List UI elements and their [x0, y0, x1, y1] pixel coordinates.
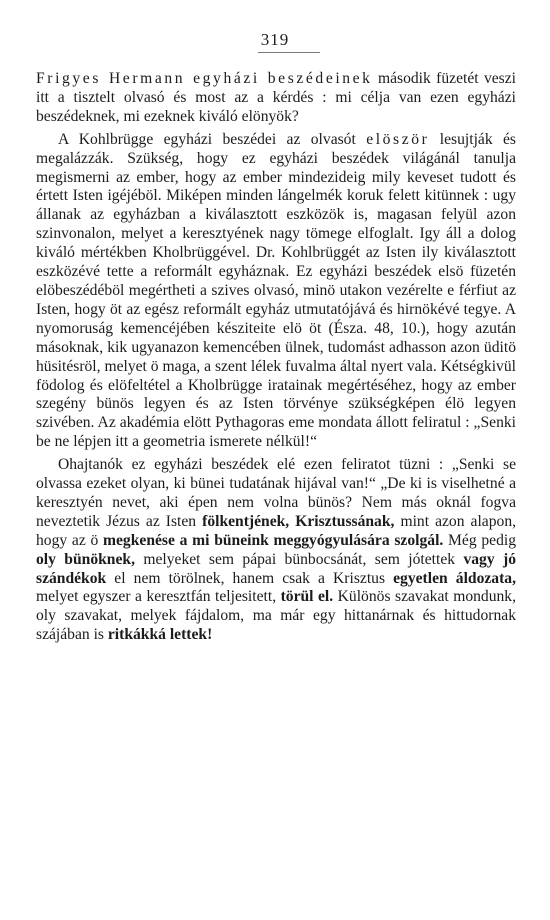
- text-span: Ohajtanók ez egyházi beszédek elé ezen feliratot tüzni : „Senki se olvassa ezeket olyan, ki bünei tudatának hijával van!“ „De ki is viselhetné a keresztyén nevet, aki épen nem volna bünös? Nem más oknál fogva neveztetik Jézus az Isten: [36, 456, 516, 530]
- paragraph-3: [36, 456, 516, 645]
- text-span: fölkentjének, Krisztussának,: [202, 512, 395, 530]
- page-number-rule: [258, 52, 320, 53]
- text-span: lesujtják és megalázzák. Szükség, hogy ez egyházi beszédek világánál tanulja megismerni az ember, hogy az ember mindezideig mily keveset tudott és értett Isten igéjéböl. Miképen minden lángelmék koruk felett kitünnek : ugy állanak az egyházban a kiválasztott eszközök is, magasan felyül azon szinvonalon, melyet a keresztyének nagy tömege elfoglalt. Igy áll a dolog kiváló mértékben Kholbrüggével. Dr. Kohlbrüggét az Isten ily kiválasztott eszközévé tette a reformált egyháznak. Ez egyházi beszédek elsö füzetén elöbeszédéböl megértheti a szives olvasó, minö utakon vezérelte e férfiut az Isten, hogy öt az egész reformált egyház utmutatójává és hirnökévé tegye. A nyomoruság kemencéjében késziteite elö öt (Észa. 48, 10.), hogy azután másoknak, kik ugyanazon kemencében ülnek, tudomást adhasson azon üditö hüsitésröl, melyet ö maga, a szent lélek fuvalma által nyert vala. Kétségkivül födolog és elöfeltétel a Kholbrügge iratainak megértéséhez, hogy az ember szegény bünös legyen és az Isten törvénye szükségképen élö legyen szivében. Az akadémia elött Pythagoras eme mondata állott feliratul : „Senki be ne lépjen itt a geometria ismerete nélkül!“: [36, 130, 516, 451]
- text-span: egyetlen áldozata,: [393, 569, 516, 587]
- text-span: melyet egyszer a keresztfán teljesitett,: [36, 588, 281, 606]
- text-span: A Kohlbrügge egyházi beszédei az olvasót: [58, 130, 367, 148]
- text-span: elöször: [366, 130, 430, 148]
- text-span: el nem törölnek, hanem csak a Krisztus: [106, 569, 394, 587]
- text-span: második füzetét veszi itt a tisztelt olvasó és most az a kérdés : mi célja van ezen egyházi beszédeknek, mi ezeknek kiváló elönyök?: [36, 70, 516, 125]
- text-span: törül el.: [280, 588, 334, 606]
- paragraph-2: [36, 131, 516, 452]
- paragraph-1: [36, 70, 516, 127]
- text-span: Még pedig: [443, 531, 516, 549]
- text-span: oly bünöknek,: [36, 550, 135, 568]
- text-span: vagy jó szándékok: [36, 550, 516, 587]
- page-number: 319: [260, 30, 290, 49]
- text-span: megkenése a mi büneink meggyógyulására szolgál.: [103, 531, 444, 549]
- text-span: Különös szavakat mondunk, oly szavakat, melyek fájdalom, ma már egy hittanárnak és hittudornak szájában is: [36, 588, 517, 644]
- text-span: mint azon alapon, hogy az ö: [36, 512, 517, 549]
- text-span: Frigyes Hermann egyházi beszédeinek: [36, 70, 373, 87]
- text-span: ritkákká lettek!: [107, 626, 213, 644]
- body-text: [36, 70, 516, 645]
- text-span: melyeket sem pápai bünbocsánát, sem jótettek: [134, 550, 464, 568]
